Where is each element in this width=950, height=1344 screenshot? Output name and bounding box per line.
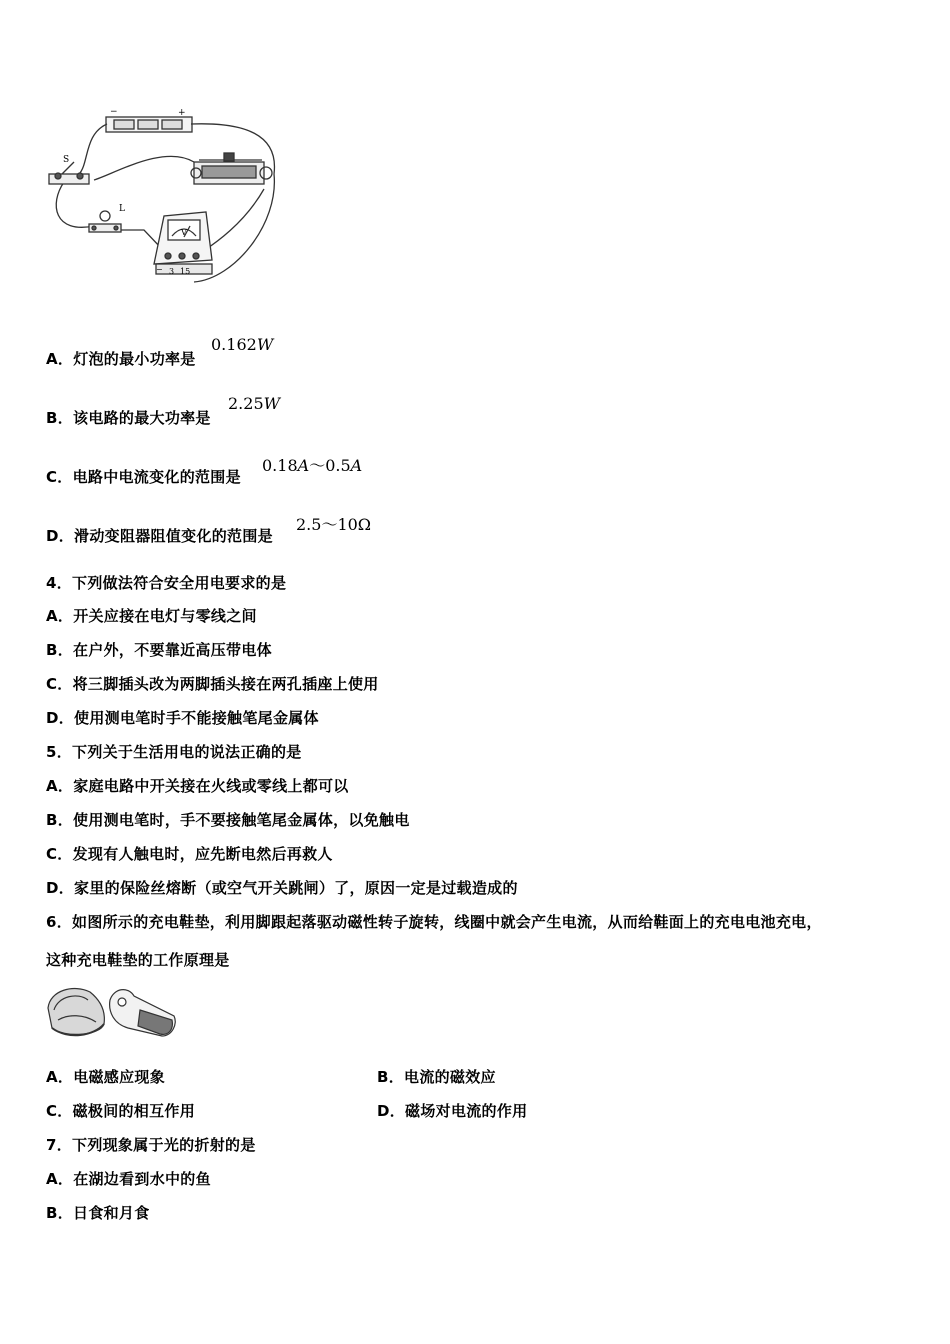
q3-option-c: C．电路中电流变化的范围是 [46, 468, 241, 486]
q6-stem-line1: 6．如图所示的充电鞋垫，利用脚跟起落驱动磁性转子旋转，线圈中就会产生电流，从而给鞋面上的充电电池充电， [46, 913, 822, 931]
q3-option-b: B．该电路的最大功率是 [46, 409, 211, 427]
q5-stem: 5．下列关于生活用电的说法正确的是 [46, 743, 302, 761]
q7-stem: 7．下列现象属于光的折射的是 [46, 1136, 256, 1154]
q3-option-c-math: 0.18A～0.5A [262, 456, 363, 475]
q5-option-c: C．发现有人触电时，应先断电然后再救人 [46, 845, 333, 863]
q3-option-b-math: 2.25W [228, 394, 281, 413]
q4-option-d: D．使用测电笔时手不能接触笔尾金属体 [46, 709, 319, 727]
q6-stem-line2: 这种充电鞋垫的工作原理是 [46, 951, 230, 969]
q3-option-d-math: 2.5～10Ω [296, 515, 372, 534]
q4-stem: 4．下列做法符合安全用电要求的是 [46, 574, 287, 592]
meter-label: V [181, 228, 187, 237]
battery-plus-label: + [178, 108, 186, 118]
terminal-3-label: 3 [169, 267, 175, 276]
q5-option-a: A．家庭电路中开关接在火线或零线上都可以 [46, 777, 349, 795]
q7-option-b: B．日食和月食 [46, 1204, 150, 1222]
q3-option-a: A．灯泡的最小功率是 [46, 350, 196, 368]
terminal-minus-label: − [156, 265, 163, 274]
lamp-label: L [119, 204, 125, 214]
q5-option-d: D．家里的保险丝熔断（或空气开关跳闸）了，原因一定是过载造成的 [46, 879, 518, 897]
terminal-15-label: 15 [180, 267, 191, 276]
q4-option-c: C．将三脚插头改为两脚插头接在两孔插座上使用 [46, 675, 379, 693]
q3-option-a-math: 0.162W [211, 335, 274, 354]
charging-insole-figure [44, 980, 178, 1042]
battery-minus-label: − [110, 107, 118, 117]
q6-option-d: D．磁场对电流的作用 [377, 1102, 528, 1120]
q7-option-a: A．在湖边看到水中的鱼 [46, 1170, 211, 1188]
q3-option-d: D．滑动变阻器阻值变化的范围是 [46, 527, 273, 545]
q6-option-c: C．磁极间的相互作用 [46, 1102, 196, 1120]
q4-option-a: A．开关应接在电灯与零线之间 [46, 607, 257, 625]
q6-option-a: A．电磁感应现象 [46, 1068, 166, 1086]
q6-option-b: B．电流的磁效应 [377, 1068, 496, 1086]
circuit-diagram [44, 104, 284, 286]
q5-option-b: B．使用测电笔时，手不要接触笔尾金属体，以免触电 [46, 811, 410, 829]
switch-label: S [63, 155, 70, 165]
q4-option-b: B．在户外，不要靠近高压带电体 [46, 641, 272, 659]
